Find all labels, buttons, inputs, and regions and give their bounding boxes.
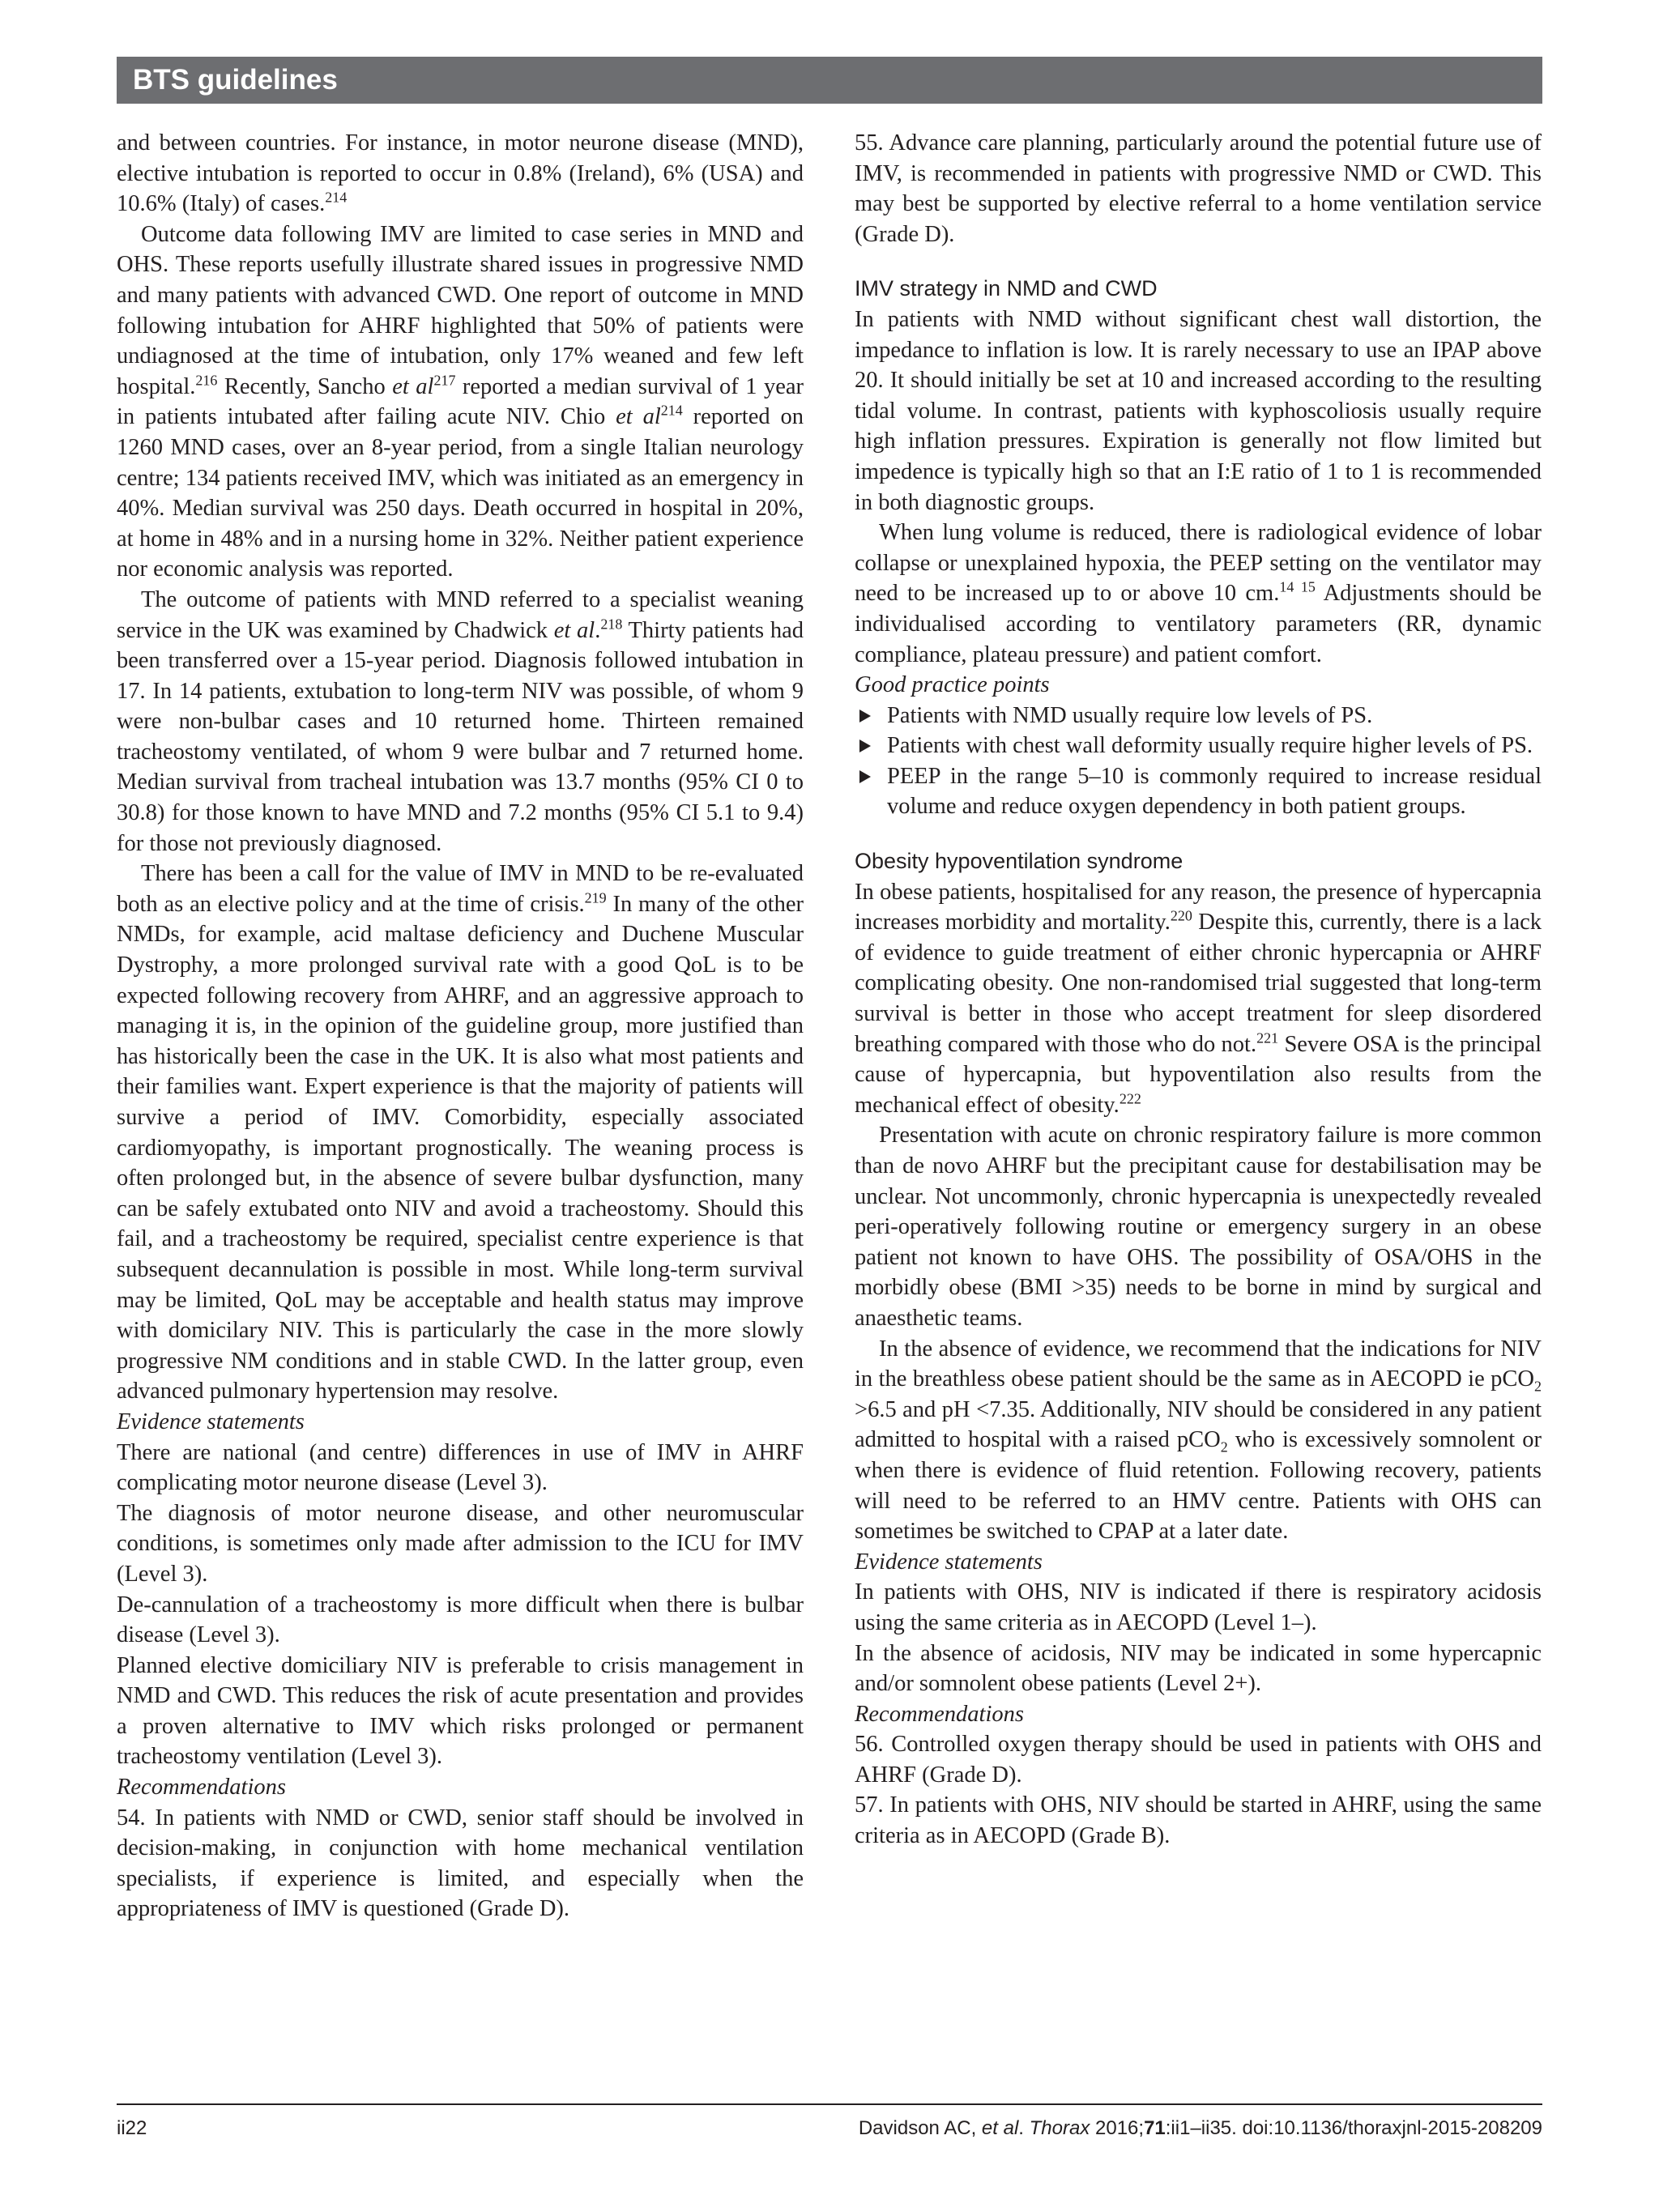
reference: 214 [660, 402, 683, 419]
paragraph: In the absence of evidence, we recommend that the indications for NIV in the breathless obese patient should be the same as in AECOPD ie pCO$_2$ >6.5 and pH <7.35. Additionally, NIV should be considered in any patient admitted to hospital with a raised pCO$_2$ who is excessively somnolent or when there is evidence of fluid retention. Following recovery, patients will need to be referred to an HMV centre. Patients with OHS can sometimes be switched to CPAP at a later date. [855, 1336, 1542, 1545]
reference: 222 [1119, 1090, 1141, 1107]
reference: 218 [600, 616, 623, 632]
good-practice-heading: Good practice points [855, 672, 1050, 698]
bullet-triangle-icon [859, 739, 871, 752]
reference: 220 [1170, 907, 1192, 924]
paragraph: In obese patients, hospitalised for any reason, the presence of hypercapnia increases morbidity and mortality.$^{220}$ Despite this, currently, there is a lack of evidence to guide treatment of either chronic hypercapnia or AHRF complicating obesity. One non-randomised trial suggested that long-term survival is better in those who accept treatment for sleep disordered breathing compared with those who do not.$^{221}$ Severe OSA is the principal cause of hypercapnia, but hypoventilation also results from the mechanical effect of obesity.$^{222}$ [855, 879, 1542, 1118]
evidence-statement: Planned elective domiciliary NIV is preferable to crisis management in NMD and CWD. This reduces the risk of acute presentation and provides a proven alternative to IMV which risks prolonged or permanent tracheostomy ventilation (Level 3). [117, 1652, 804, 1770]
paragraph: and between countries. For instance, in motor neurone disease (MND), elective intubation is reported to occur in 0.8% (Ireland), 6% (USA) and 10.6% (Italy) of cases.$^{214}$ [117, 130, 804, 217]
recommendation: 55. Advance care planning, particularly around the potential future use of IMV, is recommended in patients with progressive NMD or CWD. This may best be supported by elective referral to a home ventilation service (Grade D). [855, 130, 1542, 247]
section-heading: Obesity hypoventilation syndrome [855, 849, 1183, 874]
evidence-statement: There are national (and centre) differences in use of IMV in AHRF complicating motor neurone disease (Level 3). [117, 1439, 804, 1496]
paragraph: Outcome data following IMV are limited to case series in MND and OHS. These reports usefully illustrate shared issues in progressive NMD and many patients with advanced CWD. One report of outcome in MND following intubation for AHRF highlighted that 50% of patients were undiagnosed at the time of intubation, only 17% weaned and few left hospital.$^{216}$ Recently, Sancho et $al^{217}$ reported a median survival of 1 year in patients intubated after failing acute NIV. Chio et $al^{214}$ reported on 1260 MND cases, over an 8-year period, from a single Italian neurology centre; 134 patients received IMV, which was initiated as an emergency in 40%. Median survival was 250 days. Death occurred in hospital in 20%, at home in 48% and in a nursing home in 32%. Neither patient experience nor economic analysis was reported. [117, 221, 804, 582]
reference: 214 [325, 189, 348, 206]
page-number: ii22 [117, 2117, 147, 2139]
recommendations-heading: Recommendations [855, 1701, 1024, 1727]
recommendation: 57. In patients with OHS, NIV should be started in AHRF, using the same criteria as in AECOPD (Grade B). [855, 1792, 1542, 1849]
bullet-item: Patients with NMD usually require low levels of PS. [855, 701, 1542, 731]
running-header: BTS guidelines [117, 57, 1542, 104]
recommendations-heading: Recommendations [117, 1775, 286, 1801]
evidence-statement: In patients with OHS, NIV is indicated if there is respiratory acidosis using the same criteria as in AECOPD (Level 1–). [855, 1579, 1542, 1635]
paragraph: The outcome of patients with MND referred to a specialist weaning service in the UK was examined by Chadwick et al.$^{218}$ Thirty patients had been transferred over a 15-year period. Diagnosis followed intubation in 17. In 14 patients, extubation to long-term NIV was possible, of whom 9 were non-bulbar cases and 10 returned home. Thirteen remained tracheostomy ventilated, of whom 9 were bulbar and 7 returned home. Median survival from tracheal intubation was 13.7 months (95% CI 0 to 30.8) for those known to have MND and 7.2 months (95% CI 5.1 to 9.4) for those not previously diagnosed. [117, 586, 804, 856]
reference: 14 15 [1279, 578, 1316, 595]
reference: 221 [1256, 1029, 1279, 1046]
reference: 216 [195, 372, 218, 389]
paragraph: Presentation with acute on chronic respiratory failure is more common than de novo AHRF but the precipitant cause for destabilisation may be unclear. Not uncommonly, chronic hypercapnia is unexpectedly revealed peri-operatively following routine or emergency surgery in an obese patient not known to have OHS. The possibility of OSA/OHS in the morbidly obese (BMI >35) needs to be borne in mind by surgical and anaesthetic teams. [855, 1123, 1542, 1331]
reference: 217 [433, 372, 456, 389]
bullet-item: PEEP in the range 5–10 is commonly required to increase residual volume and reduce oxygen dependency in both patient groups. [855, 761, 1542, 822]
citation: Davidson AC, et al. Thorax 2016;71:ii1–ii35. doi:10.1136/thoraxjnl-2015-208209 [858, 2117, 1542, 2139]
bullet-item: Patients with chest wall deformity usually require higher levels of PS. [855, 731, 1542, 761]
evidence-heading: Evidence statements [117, 1409, 305, 1434]
right-column [855, 128, 1542, 1852]
evidence-heading: Evidence statements [855, 1549, 1043, 1575]
section-heading: IMV strategy in NMD and CWD [855, 276, 1158, 301]
bullet-triangle-icon [859, 770, 871, 783]
evidence-statement: In the absence of acidosis, NIV may be indicated in some hypercapnic and/or somnolent obese patients (Level 2+). [855, 1640, 1542, 1697]
evidence-statement: The diagnosis of motor neurone disease, and other neuromuscular conditions, is sometimes only made after admission to the ICU for IMV (Level 3). [117, 1500, 804, 1587]
paragraph: There has been a call for the value of IMV in MND to be re-evaluated both as an elective policy and at the time of crisis.$^{219}$ In many of the other NMDs, for example, acid maltase deficiency and Duchene Muscular Dystrophy, a more prolonged survival rate with a good QoL is to be expected following recovery from AHRF, and an aggressive approach to managing it is, in the opinion of the guideline group, more justified than has historically been the case in the UK. It is also what most patients and their families want. Expert experience is that the majority of patients will survive a period of IMV. Comorbidity, especially associated cardiomyopathy, is important prognostically. The weaning process is often prolonged but, in the absence of severe bulbar dysfunction, many can be safely extubated onto NIV and avoid a tracheostomy. Should this fail, and a tracheostomy be required, specialist centre experience is that subsequent decannulation is possible in most. While long-term survival may be limited, QoL may be acceptable and health status may improve with domicilary NIV. This is particularly the case in the more slowly progressive NM conditions and in stable CWD. In the latter group, even advanced pulmonary hypertension may resolve. [117, 861, 804, 1404]
reference: 219 [584, 889, 607, 906]
recommendation: 56. Controlled oxygen therapy should be used in patients with OHS and AHRF (Grade D). [855, 1732, 1542, 1788]
footer-rule [117, 2103, 1542, 2105]
evidence-statement: De-cannulation of a tracheostomy is more difficult when there is bulbar disease (Level 3). [117, 1592, 804, 1648]
left-column [117, 128, 804, 1924]
paragraph: When lung volume is reduced, there is radiological evidence of lobar collapse or unexplained hypoxia, the PEEP setting on the ventilator may need to be increased up to or above 10 cm.$^{14 15}$ Adjustments should be individualised according to ventilatory parameters (RR, dynamic compliance, plateau pressure) and patient comfort. [855, 520, 1542, 667]
bullet-triangle-icon [859, 710, 871, 722]
recommendation: 54. In patients with NMD or CWD, senior staff should be involved in decision-making, in conjunction with home mechanical ventilation specialists, if experience is limited, and especially when the appropriateness of IMV is questioned (Grade D). [117, 1805, 804, 1922]
paragraph: In patients with NMD without significant chest wall distortion, the impedance to inflation is low. It is rarely necessary to use an IPAP above 20. It should initially be set at 10 and increased according to the resulting tidal volume. In contrast, patients with kyphoscoliosis usually require high inflation pressures. Expiration is generally not flow limited but impedence is typically high so that an I:E ratio of 1 to 1 is recommended in both diagnostic groups. [855, 306, 1542, 515]
